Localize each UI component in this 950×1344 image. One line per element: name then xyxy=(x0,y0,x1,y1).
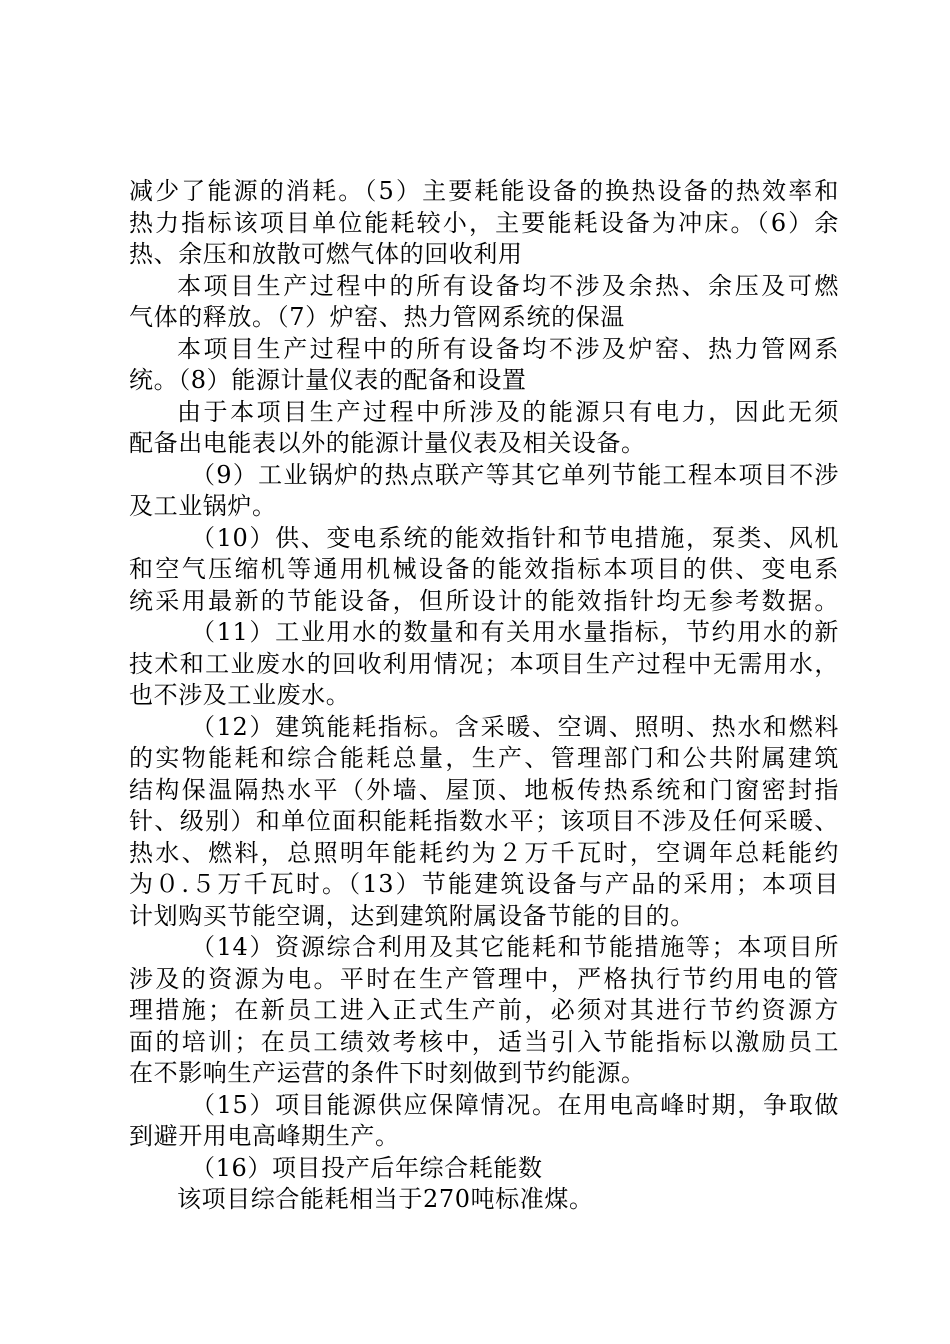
text-line: （14）资源综合利用及其它能耗和节能措施等；本项目所 xyxy=(191,933,839,961)
text-line: 由于本项目生产过程中所涉及的能源只有电力，因此无须 xyxy=(177,397,839,426)
text-line: 减少了能源的消耗。（5）主要耗能设备的换热设备的热效率和 xyxy=(129,177,839,205)
text-line: 计划购买节能空调，达到建筑附属设备节能的目的。 xyxy=(129,901,695,930)
text-line: 本项目生产过程中的所有设备均不涉及炉窑、热力管网系 xyxy=(177,334,839,363)
text-line: 和空气压缩机等通用机械设备的能效指标本项目的供、变电系 xyxy=(129,555,839,583)
text-line: 热、余压和放散可燃气体的回收利用 xyxy=(129,240,523,268)
text-line: 也不涉及工业废水。 xyxy=(129,681,351,709)
text-line: 统采用最新的节能设备，但所设计的能效指针均无参考数据。 xyxy=(129,586,839,615)
text-line: 理措施；在新员工进入正式生产前，必须对其进行节约资源方 xyxy=(129,996,839,1024)
text-line: 配备出电能表以外的能源计量仪表及相关设备。 xyxy=(129,429,646,457)
text-line: （15）项目能源供应保障情况。在用电高峰时期，争取做 xyxy=(191,1090,839,1119)
text-line: 热水、燃料，总照明年能耗约为２万千瓦时，空调年总耗能约 xyxy=(129,838,839,867)
text-line: （11）工业用水的数量和有关用水量指标，节约用水的新 xyxy=(191,618,839,646)
text-line: 结构保温隔热水平（外墙、屋顶、地板传热系统和门窗密封指 xyxy=(129,775,839,804)
text-line: （16）项目投产后年综合耗能数 xyxy=(191,1153,543,1182)
text-line: 本项目生产过程中的所有设备均不涉及余热、余压及可燃 xyxy=(177,271,839,300)
text-line: 到避开用电高峰期生产。 xyxy=(129,1122,400,1150)
text-line: 气体的释放。（7）炉窑、热力管网系统的保温 xyxy=(129,303,625,331)
text-line: 涉及的资源为电。平时在生产管理中，严格执行节约用电的管 xyxy=(129,964,839,993)
document-body xyxy=(129,176,839,1216)
text-line: 面的培训；在员工绩效考核中，适当引入节能指标以激励员工 xyxy=(129,1027,839,1056)
text-line: 统。（8）能源计量仪表的配备和设置 xyxy=(129,366,527,394)
text-line: 为０.５万千瓦时。（13）节能建筑设备与产品的采用；本项目 xyxy=(129,870,839,898)
text-line: 在不影响生产运营的条件下时刻做到节约能源。 xyxy=(129,1059,646,1087)
text-line: 的实物能耗和综合能耗总量，生产、管理部门和公共附属建筑 xyxy=(129,744,839,772)
text-line: 技术和工业废水的回收利用情况；本项目生产过程中无需用水， xyxy=(129,649,839,678)
text-line: 针、级别）和单位面积能耗指数水平；该项目不涉及任何采暖、 xyxy=(129,807,839,835)
text-line: 热力指标该项目单位能耗较小，主要能耗设备为冲床。（6）余 xyxy=(129,208,839,237)
text-line: 该项目综合能耗相当于270吨标准煤。 xyxy=(177,1185,594,1213)
text-line: （12）建筑能耗指标。含采暖、空调、照明、热水和燃料 xyxy=(191,712,839,741)
text-line: 及工业锅炉。 xyxy=(129,492,277,520)
text-line: （9）工业锅炉的热点联产等其它单列节能工程本项目不涉 xyxy=(191,460,839,489)
text-line: （10）供、变电系统的能效指针和节电措施，泵类、风机 xyxy=(191,523,839,552)
